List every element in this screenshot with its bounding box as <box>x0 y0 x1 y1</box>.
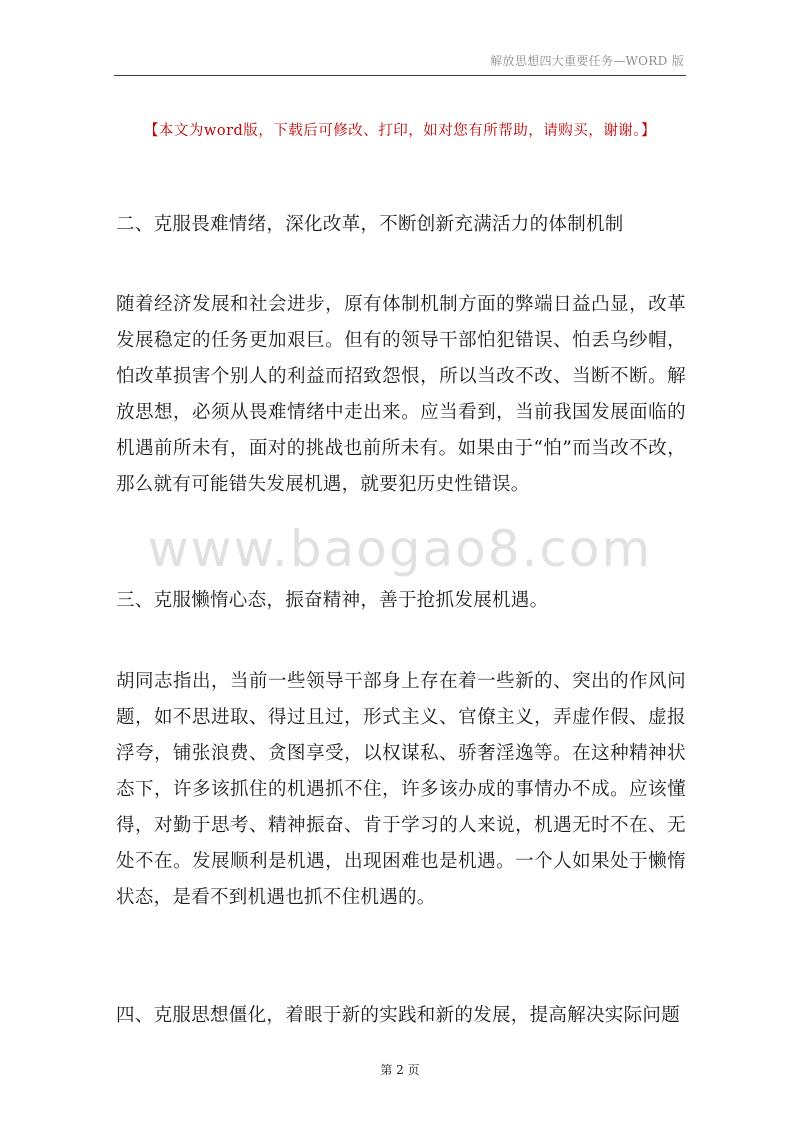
section-paragraph-2: 随着经济发展和社会进步，原有体制机制方面的弊端日益凸显，改革发展稳定的任务更加艰巨。但有的领导干部怕犯错误、怕丢乌纱帽，怕改革损害个别人的利益而招致怨恨，所以当改不改、当断不断。解放思想，必须从畏难情绪中走出来。应当看到，当前我国发展面临的机遇前所未有，面对的挑战也前所未有。如果由于“怕”而当改不改，那么就有可能错失发展机遇，就要犯历史性错误。 <box>116 294 686 495</box>
section-heading-3: 三、克服懒惰心态，振奋精神，善于抢抓发展机遇。 <box>116 590 549 611</box>
watermark: www.baogao8.com <box>147 520 653 578</box>
page-number: 第 2 页 <box>380 1063 420 1077</box>
section-paragraph-3: 胡同志指出，当前一些领导干部身上存在着一些新的、突出的作风问题，如不思进取、得过且过，形式主义、官僚主义，弄虚作假、虚报浮夸，铺张浪费、贪图享受，以权谋私、骄奢淫逸等。在这种精神状态下，许多该抓住的机遇抓不住，许多该办成的事情办不成。应该懂得，对勤于思考、精神振奋、肯于学习的人来说，机遇无时不在、无处不在。发展顺利是机遇，出现困难也是机遇。一个人如果处于懒惰状态，是看不到机遇也抓不住机遇的。 <box>116 671 686 908</box>
header-divider <box>114 75 686 76</box>
section-heading-4: 四、克服思想僵化，着眼于新的实践和新的发展，提高解决实际问题 <box>116 1005 681 1026</box>
running-header: 解放思想四大重要任务—WORD 版 <box>490 54 684 68</box>
section-heading-2: 二、克服畏难情绪，深化改革，不断创新充满活力的体制机制 <box>116 214 624 235</box>
purchase-notice: 【本文为word版，下载后可修改、打印，如对您有所帮助，请购买，谢谢。】 <box>143 123 657 139</box>
